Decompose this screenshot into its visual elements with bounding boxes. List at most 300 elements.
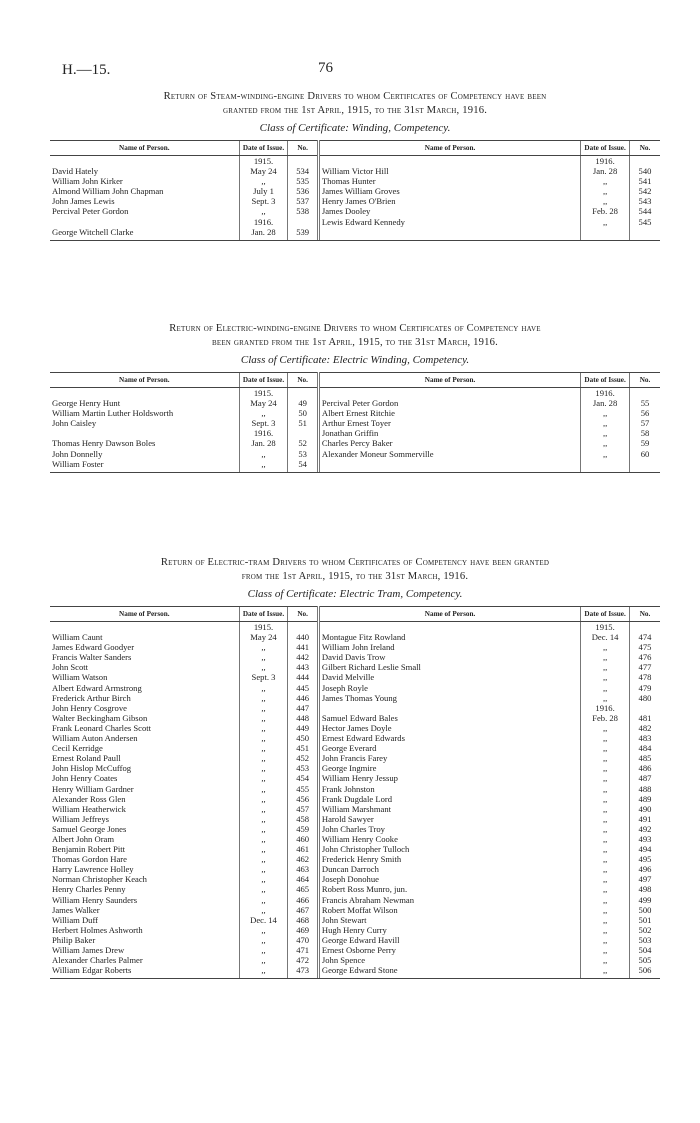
certificate-number: 446 — [288, 693, 319, 703]
person-name: Robert Moffat Wilson — [318, 905, 580, 915]
header-date: Date of Issue. — [239, 373, 288, 388]
person-name: Almond William John Chapman — [52, 186, 164, 197]
issue-date: Jan. 28 — [581, 398, 630, 408]
certificate-number: 472 — [288, 955, 319, 965]
person-name: George Edward Havill — [318, 935, 580, 945]
header-name: Name of Person. — [50, 141, 239, 156]
certificate-number: 473 — [288, 965, 319, 978]
person-name: Herbert Holmes Ashworth — [52, 924, 143, 935]
certificate-number: 500 — [629, 905, 660, 915]
certificate-number: 483 — [629, 733, 660, 743]
certificate-number: 467 — [288, 905, 319, 915]
certificate-number: 499 — [629, 895, 660, 905]
certificate-number: 459 — [288, 824, 319, 834]
person-name: William Foster — [52, 458, 104, 469]
person-name: Percival Peter Gordon — [52, 206, 129, 217]
table-row — [50, 854, 660, 864]
table-row — [50, 784, 660, 794]
certificate-number: 49 — [288, 398, 319, 408]
table-row — [50, 915, 660, 925]
person-name: Frank Johnston — [318, 784, 580, 794]
person-name: James Dooley — [318, 206, 580, 216]
certificate-number: 445 — [288, 683, 319, 693]
person-name: James Thomas Young — [318, 693, 580, 703]
certificate-number: 535 — [288, 176, 319, 186]
certificate-class: Class of Certificate: Electric Winding, Competency. — [240, 354, 470, 366]
person-name: William Henry Saunders — [52, 894, 138, 905]
return-table — [50, 140, 660, 240]
certificate-number: 469 — [288, 925, 319, 935]
issue-date: ,, — [239, 784, 288, 794]
issue-date: Jan. 28 — [239, 227, 288, 240]
header-no: No. — [288, 607, 319, 622]
certificate-number: 541 — [629, 176, 660, 186]
return-table — [50, 372, 660, 472]
person-name: William James Drew — [52, 945, 125, 955]
table-row — [50, 449, 660, 459]
certificate-number: 475 — [629, 642, 660, 652]
title-line-2: been granted from the 1st April, 1915, to the 31st March, 1916. — [211, 337, 498, 348]
certificate-number — [629, 156, 660, 167]
issue-date: 1916. — [239, 217, 288, 227]
issue-date: Jan. 28 — [239, 438, 288, 448]
certificate-number: 479 — [629, 683, 660, 693]
issue-date: ,, — [581, 753, 630, 763]
section-electric-winding — [50, 322, 660, 473]
certificate-number: 468 — [288, 915, 319, 925]
certificate-number: 478 — [629, 672, 660, 682]
certificate-number: 488 — [629, 784, 660, 794]
certificate-number: 440 — [288, 632, 319, 642]
certificate-number: 494 — [629, 844, 660, 854]
section-title — [50, 556, 660, 584]
header-name: Name of Person. — [50, 607, 239, 622]
issue-date: ,, — [239, 459, 288, 472]
person-name: John Charles Troy — [318, 824, 580, 834]
issue-date: ,, — [239, 955, 288, 965]
certificate-number: 456 — [288, 794, 319, 804]
person-name: Albert John Oram — [52, 833, 115, 844]
person-name: George Witchell Clarke — [52, 226, 134, 237]
person-name: David Melville — [318, 672, 580, 682]
certificate-class: Class of Certificate: Winding, Competency. — [259, 122, 451, 134]
person-name: Arthur Ernest Toyer — [318, 418, 580, 428]
issue-date: ,, — [239, 449, 288, 459]
issue-date: ,, — [239, 874, 288, 884]
issue-date: ,, — [239, 408, 288, 418]
person-name: Thomas Gordon Hare — [52, 854, 127, 865]
table-row — [50, 864, 660, 874]
person-name: George Henry Hunt — [52, 398, 121, 409]
person-name: Frederick Arthur Birch — [52, 692, 131, 703]
person-name: Cecil Kerridge — [52, 743, 103, 754]
title-line-2: from the 1st April, 1915, to the 31st March, 1916. — [241, 571, 469, 582]
issue-date: ,, — [581, 905, 630, 915]
issue-date: ,, — [239, 844, 288, 854]
person-name: William Henry Cooke — [318, 834, 580, 844]
certificate-number: 489 — [629, 794, 660, 804]
person-name: George Ingmire — [318, 763, 580, 773]
issue-date: 1915. — [239, 388, 288, 399]
table-row — [50, 438, 660, 448]
person-name: David Hately — [52, 166, 99, 177]
person-name: William Heatherwick — [52, 803, 126, 814]
certificate-number: 56 — [629, 408, 660, 418]
issue-date: May 24 — [239, 166, 288, 176]
certificate-number: 457 — [288, 804, 319, 814]
certificate-number: 498 — [629, 884, 660, 894]
table-row — [50, 945, 660, 955]
table-row — [50, 965, 660, 978]
person-name: John Donnelly — [52, 448, 103, 459]
certificate-number: 451 — [288, 743, 319, 753]
issue-date: ,, — [239, 905, 288, 915]
certificate-number — [288, 217, 319, 227]
issue-date: ,, — [581, 773, 630, 783]
table-row — [50, 398, 660, 408]
issue-date: ,, — [239, 854, 288, 864]
table-row — [50, 206, 660, 216]
certificate-number: 485 — [629, 753, 660, 763]
certificate-number: 470 — [288, 935, 319, 945]
person-name: Henry William Gardner — [52, 783, 134, 794]
table-bottom-rule — [50, 472, 660, 473]
certificate-number: 543 — [629, 196, 660, 206]
person-name: George Edward Stone — [318, 965, 580, 978]
issue-date: ,, — [581, 449, 630, 459]
person-name: Harold Sawyer — [318, 814, 580, 824]
issue-date: ,, — [581, 176, 630, 186]
issue-date: ,, — [581, 652, 630, 662]
issue-date: ,, — [581, 935, 630, 945]
certificate-number — [629, 459, 660, 472]
issue-date: 1915. — [581, 622, 630, 633]
person-name: John Francis Farey — [318, 753, 580, 763]
certificate-number: 501 — [629, 915, 660, 925]
issue-date: ,, — [581, 895, 630, 905]
certificate-number — [629, 388, 660, 399]
certificate-number: 505 — [629, 955, 660, 965]
issue-date: Sept. 3 — [239, 672, 288, 682]
issue-date: ,, — [239, 693, 288, 703]
issue-date: ,, — [581, 925, 630, 935]
certificate-number: 497 — [629, 874, 660, 884]
table-row — [50, 733, 660, 743]
person-name: Lewis Edward Kennedy — [318, 217, 580, 227]
issue-date: May 24 — [239, 398, 288, 408]
issue-date: ,, — [239, 895, 288, 905]
issue-date: 1916. — [581, 156, 630, 167]
issue-date: ,, — [581, 824, 630, 834]
person-name: Albert Edward Armstrong — [52, 682, 142, 693]
issue-date: ,, — [581, 408, 630, 418]
issue-date: ,, — [581, 672, 630, 682]
issue-date: ,, — [239, 683, 288, 693]
person-name: Samuel George Jones — [52, 823, 127, 834]
issue-date — [581, 459, 630, 472]
table-row — [50, 459, 660, 472]
person-name: Thomas Hunter — [318, 176, 580, 186]
header-date: Date of Issue. — [581, 141, 630, 156]
certificate-number: 464 — [288, 874, 319, 884]
table-row — [50, 874, 660, 884]
person-name: John James Lewis — [52, 196, 115, 207]
issue-date: ,, — [239, 814, 288, 824]
table-row — [50, 844, 660, 854]
table-row — [50, 895, 660, 905]
certificate-number: 51 — [288, 418, 319, 428]
person-name: William Marshmant — [318, 804, 580, 814]
table-row — [50, 955, 660, 965]
header-no: No. — [629, 373, 660, 388]
issue-date: 1916. — [239, 428, 288, 438]
certificate-number: 487 — [629, 773, 660, 783]
certificate-number: 53 — [288, 449, 319, 459]
header-no: No. — [288, 141, 319, 156]
certificate-number — [629, 622, 660, 633]
person-name — [318, 703, 580, 713]
issue-date: Sept. 3 — [239, 196, 288, 206]
person-name: Joseph Donohue — [318, 874, 580, 884]
table-row — [50, 652, 660, 662]
issue-date: Dec. 14 — [581, 632, 630, 642]
table-row — [50, 388, 660, 399]
person-name: Hector James Doyle — [318, 723, 580, 733]
certificate-number: 50 — [288, 408, 319, 418]
section-title — [50, 90, 660, 118]
table-row — [50, 166, 660, 176]
table-row — [50, 713, 660, 723]
table-row — [50, 743, 660, 753]
issue-date: 1915. — [239, 622, 288, 633]
certificate-number: 471 — [288, 945, 319, 955]
issue-date: ,, — [239, 176, 288, 186]
person-name: Frank Dugdale Lord — [318, 794, 580, 804]
issue-date: ,, — [581, 794, 630, 804]
certificate-number: 496 — [629, 864, 660, 874]
person-name — [318, 156, 580, 167]
certificate-number: 491 — [629, 814, 660, 824]
person-name — [50, 622, 239, 633]
certificate-number: 537 — [288, 196, 319, 206]
person-name — [50, 428, 239, 438]
issue-date: ,, — [239, 703, 288, 713]
issue-date: ,, — [581, 723, 630, 733]
certificate-number: 447 — [288, 703, 319, 713]
issue-date: ,, — [239, 642, 288, 652]
person-name: William John Kirker — [52, 176, 123, 187]
issue-date: ,, — [581, 196, 630, 206]
person-name: Frederick Henry Smith — [318, 854, 580, 864]
table-row — [50, 935, 660, 945]
issue-date: ,, — [581, 814, 630, 824]
certificate-number: 539 — [288, 227, 319, 240]
certificate-number: 502 — [629, 925, 660, 935]
person-name: Philip Baker — [52, 934, 96, 945]
person-name: William Jeffreys — [52, 813, 110, 824]
table-bottom-rule — [50, 978, 660, 979]
certificate-number — [288, 156, 319, 167]
certificate-number: 477 — [629, 662, 660, 672]
person-name: Harry Lawrence Holley — [52, 864, 134, 875]
person-name: Duncan Darroch — [318, 864, 580, 874]
table-row — [50, 763, 660, 773]
certificate-number — [629, 703, 660, 713]
certificate-number: 461 — [288, 844, 319, 854]
certificate-number: 506 — [629, 965, 660, 978]
certificate-number: 442 — [288, 652, 319, 662]
issue-date: ,, — [581, 217, 630, 227]
person-name: Percival Peter Gordon — [318, 398, 580, 408]
issue-date: ,, — [239, 834, 288, 844]
person-name: Ernest Osborne Perry — [318, 945, 580, 955]
person-name: John Spence — [318, 955, 580, 965]
certificate-number: 444 — [288, 672, 319, 682]
issue-date: ,, — [581, 642, 630, 652]
issue-date: ,, — [239, 884, 288, 894]
person-name: William Duff — [52, 914, 99, 925]
certificate-number: 490 — [629, 804, 660, 814]
certificate-number: 453 — [288, 763, 319, 773]
table-row — [50, 753, 660, 763]
person-name: Walter Beckingham Gibson — [52, 712, 148, 723]
certificate-number: 542 — [629, 186, 660, 196]
person-name — [318, 227, 580, 240]
certificate-number: 492 — [629, 824, 660, 834]
certificate-number: 55 — [629, 398, 660, 408]
header-name: Name of Person. — [318, 607, 580, 622]
person-name: John Henry Cosgrove — [52, 702, 127, 713]
person-name: Francis Abraham Newman — [318, 895, 580, 905]
certificate-number: 540 — [629, 166, 660, 176]
issue-date: ,, — [581, 683, 630, 693]
title-line-1: Return of Electric-tram Drivers to whom Certificates of Competency have been granted — [160, 557, 550, 568]
person-name: Albert Ernest Ritchie — [318, 408, 580, 418]
certificate-number: 534 — [288, 166, 319, 176]
certificate-number: 59 — [629, 438, 660, 448]
issue-date: ,, — [239, 824, 288, 834]
table-bottom-rule — [50, 240, 660, 241]
person-name: Frank Leonard Charles Scott — [52, 722, 152, 733]
issue-date: ,, — [239, 925, 288, 935]
header-name: Name of Person. — [50, 373, 239, 388]
certificate-number: 460 — [288, 834, 319, 844]
person-name: Alexander Charles Palmer — [52, 955, 143, 966]
person-name: Norman Christopher Keach — [52, 874, 147, 885]
section-steam-winding — [50, 90, 660, 241]
header-no: No. — [629, 607, 660, 622]
person-name: Ernest Edward Edwards — [318, 733, 580, 743]
issue-date: Feb. 28 — [581, 206, 630, 216]
person-name: Hugh Henry Curry — [318, 925, 580, 935]
person-name: Joseph Royle — [318, 683, 580, 693]
certificate-number — [629, 227, 660, 240]
table-row — [50, 227, 660, 240]
issue-date: ,, — [581, 662, 630, 672]
issue-date: July 1 — [239, 186, 288, 196]
person-name: William Edgar Roberts — [52, 965, 132, 976]
issue-date: ,, — [239, 794, 288, 804]
person-name: Francis Walter Sanders — [52, 652, 132, 663]
person-name: Charles Percy Baker — [318, 438, 580, 448]
issue-date: ,, — [581, 186, 630, 196]
header-no: No. — [629, 141, 660, 156]
table-row — [50, 693, 660, 703]
issue-date: ,, — [581, 945, 630, 955]
certificate-number: 54 — [288, 459, 319, 472]
certificate-number: 454 — [288, 773, 319, 783]
certificate-number: 476 — [629, 652, 660, 662]
person-name: William Auton Andersen — [52, 733, 138, 744]
person-name: John Christopher Tulloch — [318, 844, 580, 854]
person-name: Henry James O'Brien — [318, 196, 580, 206]
table-row — [50, 186, 660, 196]
table-row — [50, 814, 660, 824]
issue-date: ,, — [581, 804, 630, 814]
table-row — [50, 824, 660, 834]
table-row — [50, 672, 660, 682]
title-line-2: granted from the 1st April, 1915, to the 31st March, 1916. — [222, 105, 488, 116]
issue-date: ,, — [581, 864, 630, 874]
person-name: John Hislop McCuffog — [52, 763, 132, 774]
issue-date: ,, — [239, 733, 288, 743]
issue-date: ,, — [239, 804, 288, 814]
issue-date: ,, — [581, 834, 630, 844]
certificate-class: Class of Certificate: Electric Tram, Competency. — [247, 588, 463, 600]
certificate-number — [288, 388, 319, 399]
table-row — [50, 884, 660, 894]
table-row — [50, 723, 660, 733]
issue-date: ,, — [239, 945, 288, 955]
issue-date: 1916. — [581, 703, 630, 713]
certificate-number: 448 — [288, 713, 319, 723]
table-row — [50, 773, 660, 783]
person-name: William John Ireland — [318, 642, 580, 652]
section-title — [50, 322, 660, 350]
certificate-number: 493 — [629, 834, 660, 844]
person-name: Gilbert Richard Leslie Small — [318, 662, 580, 672]
certificate-number: 474 — [629, 632, 660, 642]
certificate-number: 441 — [288, 642, 319, 652]
table-row — [50, 217, 660, 227]
issue-date: ,, — [581, 743, 630, 753]
table-row — [50, 834, 660, 844]
issue-date: ,, — [239, 965, 288, 978]
issue-date: ,, — [581, 965, 630, 978]
issue-date: ,, — [581, 763, 630, 773]
issue-date: ,, — [239, 713, 288, 723]
issue-date: ,, — [581, 428, 630, 438]
person-name: John Stewart — [318, 915, 580, 925]
person-name: James Edward Goodyer — [52, 642, 135, 653]
certificate-number: 482 — [629, 723, 660, 733]
header-name: Name of Person. — [318, 373, 580, 388]
header-date: Date of Issue. — [581, 607, 630, 622]
table-row — [50, 176, 660, 186]
issue-date: ,, — [581, 784, 630, 794]
table-row — [50, 622, 660, 633]
person-name: William Victor Hill — [318, 166, 580, 176]
issue-date: Jan. 28 — [581, 166, 630, 176]
issue-date: ,, — [239, 743, 288, 753]
issue-date: Feb. 28 — [581, 713, 630, 723]
certificate-number: 443 — [288, 662, 319, 672]
certificate-number: 449 — [288, 723, 319, 733]
person-name: James William Groves — [318, 186, 580, 196]
header-date: Date of Issue. — [581, 373, 630, 388]
certificate-number — [288, 428, 319, 438]
certificate-number: 480 — [629, 693, 660, 703]
